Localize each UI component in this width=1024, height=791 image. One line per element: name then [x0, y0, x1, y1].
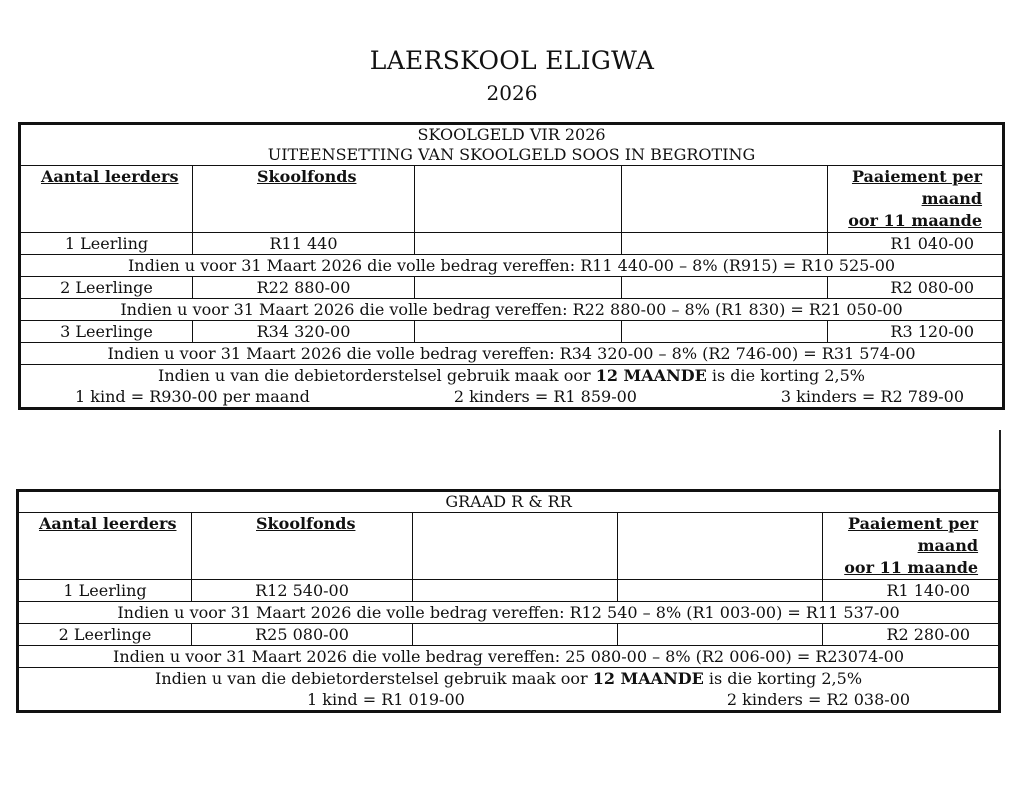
debit-order-notice	[18, 668, 1000, 712]
total-2-children: 2 kinders = R2 038-00	[726, 690, 911, 709]
header-payment-line: Paaiement per	[847, 514, 979, 533]
table-title-row	[18, 491, 1000, 513]
empty-cell	[415, 321, 622, 343]
grade-r-fees-table	[16, 489, 1001, 713]
debit-order-discount: is die korting 2,5%	[706, 366, 865, 385]
school-fund-cell: R12 540-00	[192, 580, 413, 602]
table-row	[18, 624, 1000, 646]
monthly-amount-cell: R3 120-00	[828, 321, 1004, 343]
header-payment-line: oor 11 maande	[844, 558, 979, 577]
early-payment-notice: Indien u voor 31 Maart 2026 die volle bedrag vereffen: R12 540 – 8% (R1 003-00) = R11 537-00	[18, 602, 1000, 624]
header-payment-line: Paaiement per	[851, 167, 983, 186]
header-school-fund: Skoolfonds	[192, 513, 413, 580]
school-fees-table	[18, 122, 1005, 410]
school-fund-cell: R11 440	[193, 233, 415, 255]
debit-order-text: Indien u van die debietorderstelsel gebruik maak oor	[158, 366, 596, 385]
debit-order-text: Indien u van die debietorderstelsel gebruik maak oor	[155, 669, 593, 688]
header-monthly-payment	[823, 513, 1000, 580]
empty-cell	[618, 624, 823, 646]
header-row	[20, 166, 1004, 233]
empty-cell	[622, 233, 828, 255]
debit-order-row	[20, 365, 1004, 409]
early-payment-notice: Indien u voor 31 Maart 2026 die volle bedrag vereffen: R11 440-00 – 8% (R915) = R10 525-00	[20, 255, 1004, 277]
header-payment-line: maand	[917, 536, 979, 555]
learners-cell: 3 Leerlinge	[20, 321, 193, 343]
table-row	[20, 321, 1004, 343]
notice-row	[20, 255, 1004, 277]
table-title: GRAAD R & RR	[18, 491, 1000, 513]
header-school-fund: Skoolfonds	[193, 166, 415, 233]
header-empty	[415, 166, 622, 233]
table-row	[18, 580, 1000, 602]
debit-order-discount: is die korting 2,5%	[703, 669, 863, 688]
notice-row	[20, 299, 1004, 321]
debit-order-row	[18, 668, 1000, 712]
monthly-amount-cell: R2 080-00	[828, 277, 1004, 299]
debit-order-months: 12 MAANDE	[592, 669, 704, 688]
learners-cell: 1 Leerling	[18, 580, 192, 602]
header-monthly-payment	[828, 166, 1004, 233]
monthly-amount-cell: R1 140-00	[823, 580, 1000, 602]
empty-cell	[415, 233, 622, 255]
empty-cell	[413, 580, 618, 602]
table-row	[20, 233, 1004, 255]
total-1-child: 1 kind = R930-00 per maand	[75, 387, 310, 406]
debit-order-notice	[20, 365, 1004, 409]
early-payment-notice: Indien u voor 31 Maart 2026 die volle bedrag vereffen: 25 080-00 – 8% (R2 006-00) = R23074-00	[18, 646, 1000, 668]
table-title	[20, 124, 1004, 166]
school-name: LAERSKOOL ELIGWA	[369, 46, 655, 75]
monthly-amount-cell: R1 040-00	[828, 233, 1004, 255]
header-payment-line: maand	[921, 189, 983, 208]
learners-cell: 1 Leerling	[20, 233, 193, 255]
school-year: 2026	[486, 81, 538, 105]
debit-order-months: 12 MAANDE	[595, 366, 707, 385]
header-empty	[618, 513, 823, 580]
notice-row	[20, 343, 1004, 365]
header-learners: Aantal leerders	[20, 166, 193, 233]
total-1-child: 1 kind = R1 019-00	[307, 690, 465, 709]
total-2-children: 2 kinders = R1 859-00	[453, 387, 637, 406]
title-line-2: UITEENSETTING VAN SKOOLGELD SOOS IN BEGROTING	[267, 145, 756, 164]
notice-row	[18, 602, 1000, 624]
header-learners: Aantal leerders	[18, 513, 192, 580]
empty-cell	[618, 580, 823, 602]
empty-cell	[622, 277, 828, 299]
table-row	[20, 277, 1004, 299]
early-payment-notice: Indien u voor 31 Maart 2026 die volle bedrag vereffen: R34 320-00 – 8% (R2 746-00) = R31 574-00	[20, 343, 1004, 365]
empty-cell	[622, 321, 828, 343]
learners-cell: 2 Leerlinge	[18, 624, 192, 646]
empty-cell	[413, 624, 618, 646]
learners-cell: 2 Leerlinge	[20, 277, 193, 299]
page-edge-line	[999, 430, 1001, 490]
header-empty	[622, 166, 828, 233]
school-fund-cell: R22 880-00	[193, 277, 415, 299]
debit-order-totals	[25, 386, 998, 407]
debit-order-totals	[23, 689, 994, 710]
title-line-1: SKOOLGELD VIR 2026	[417, 125, 606, 144]
monthly-amount-cell: R2 280-00	[823, 624, 1000, 646]
header-row	[18, 513, 1000, 580]
notice-row	[18, 646, 1000, 668]
school-fund-cell: R25 080-00	[192, 624, 413, 646]
early-payment-notice: Indien u voor 31 Maart 2026 die volle bedrag vereffen: R22 880-00 – 8% (R1 830) = R21 050-00	[20, 299, 1004, 321]
total-3-children: 3 kinders = R2 789-00	[780, 387, 965, 406]
header-payment-line: oor 11 maande	[848, 211, 983, 230]
table-title-row	[20, 124, 1004, 166]
empty-cell	[415, 277, 622, 299]
school-fund-cell: R34 320-00	[193, 321, 415, 343]
header-empty	[413, 513, 618, 580]
